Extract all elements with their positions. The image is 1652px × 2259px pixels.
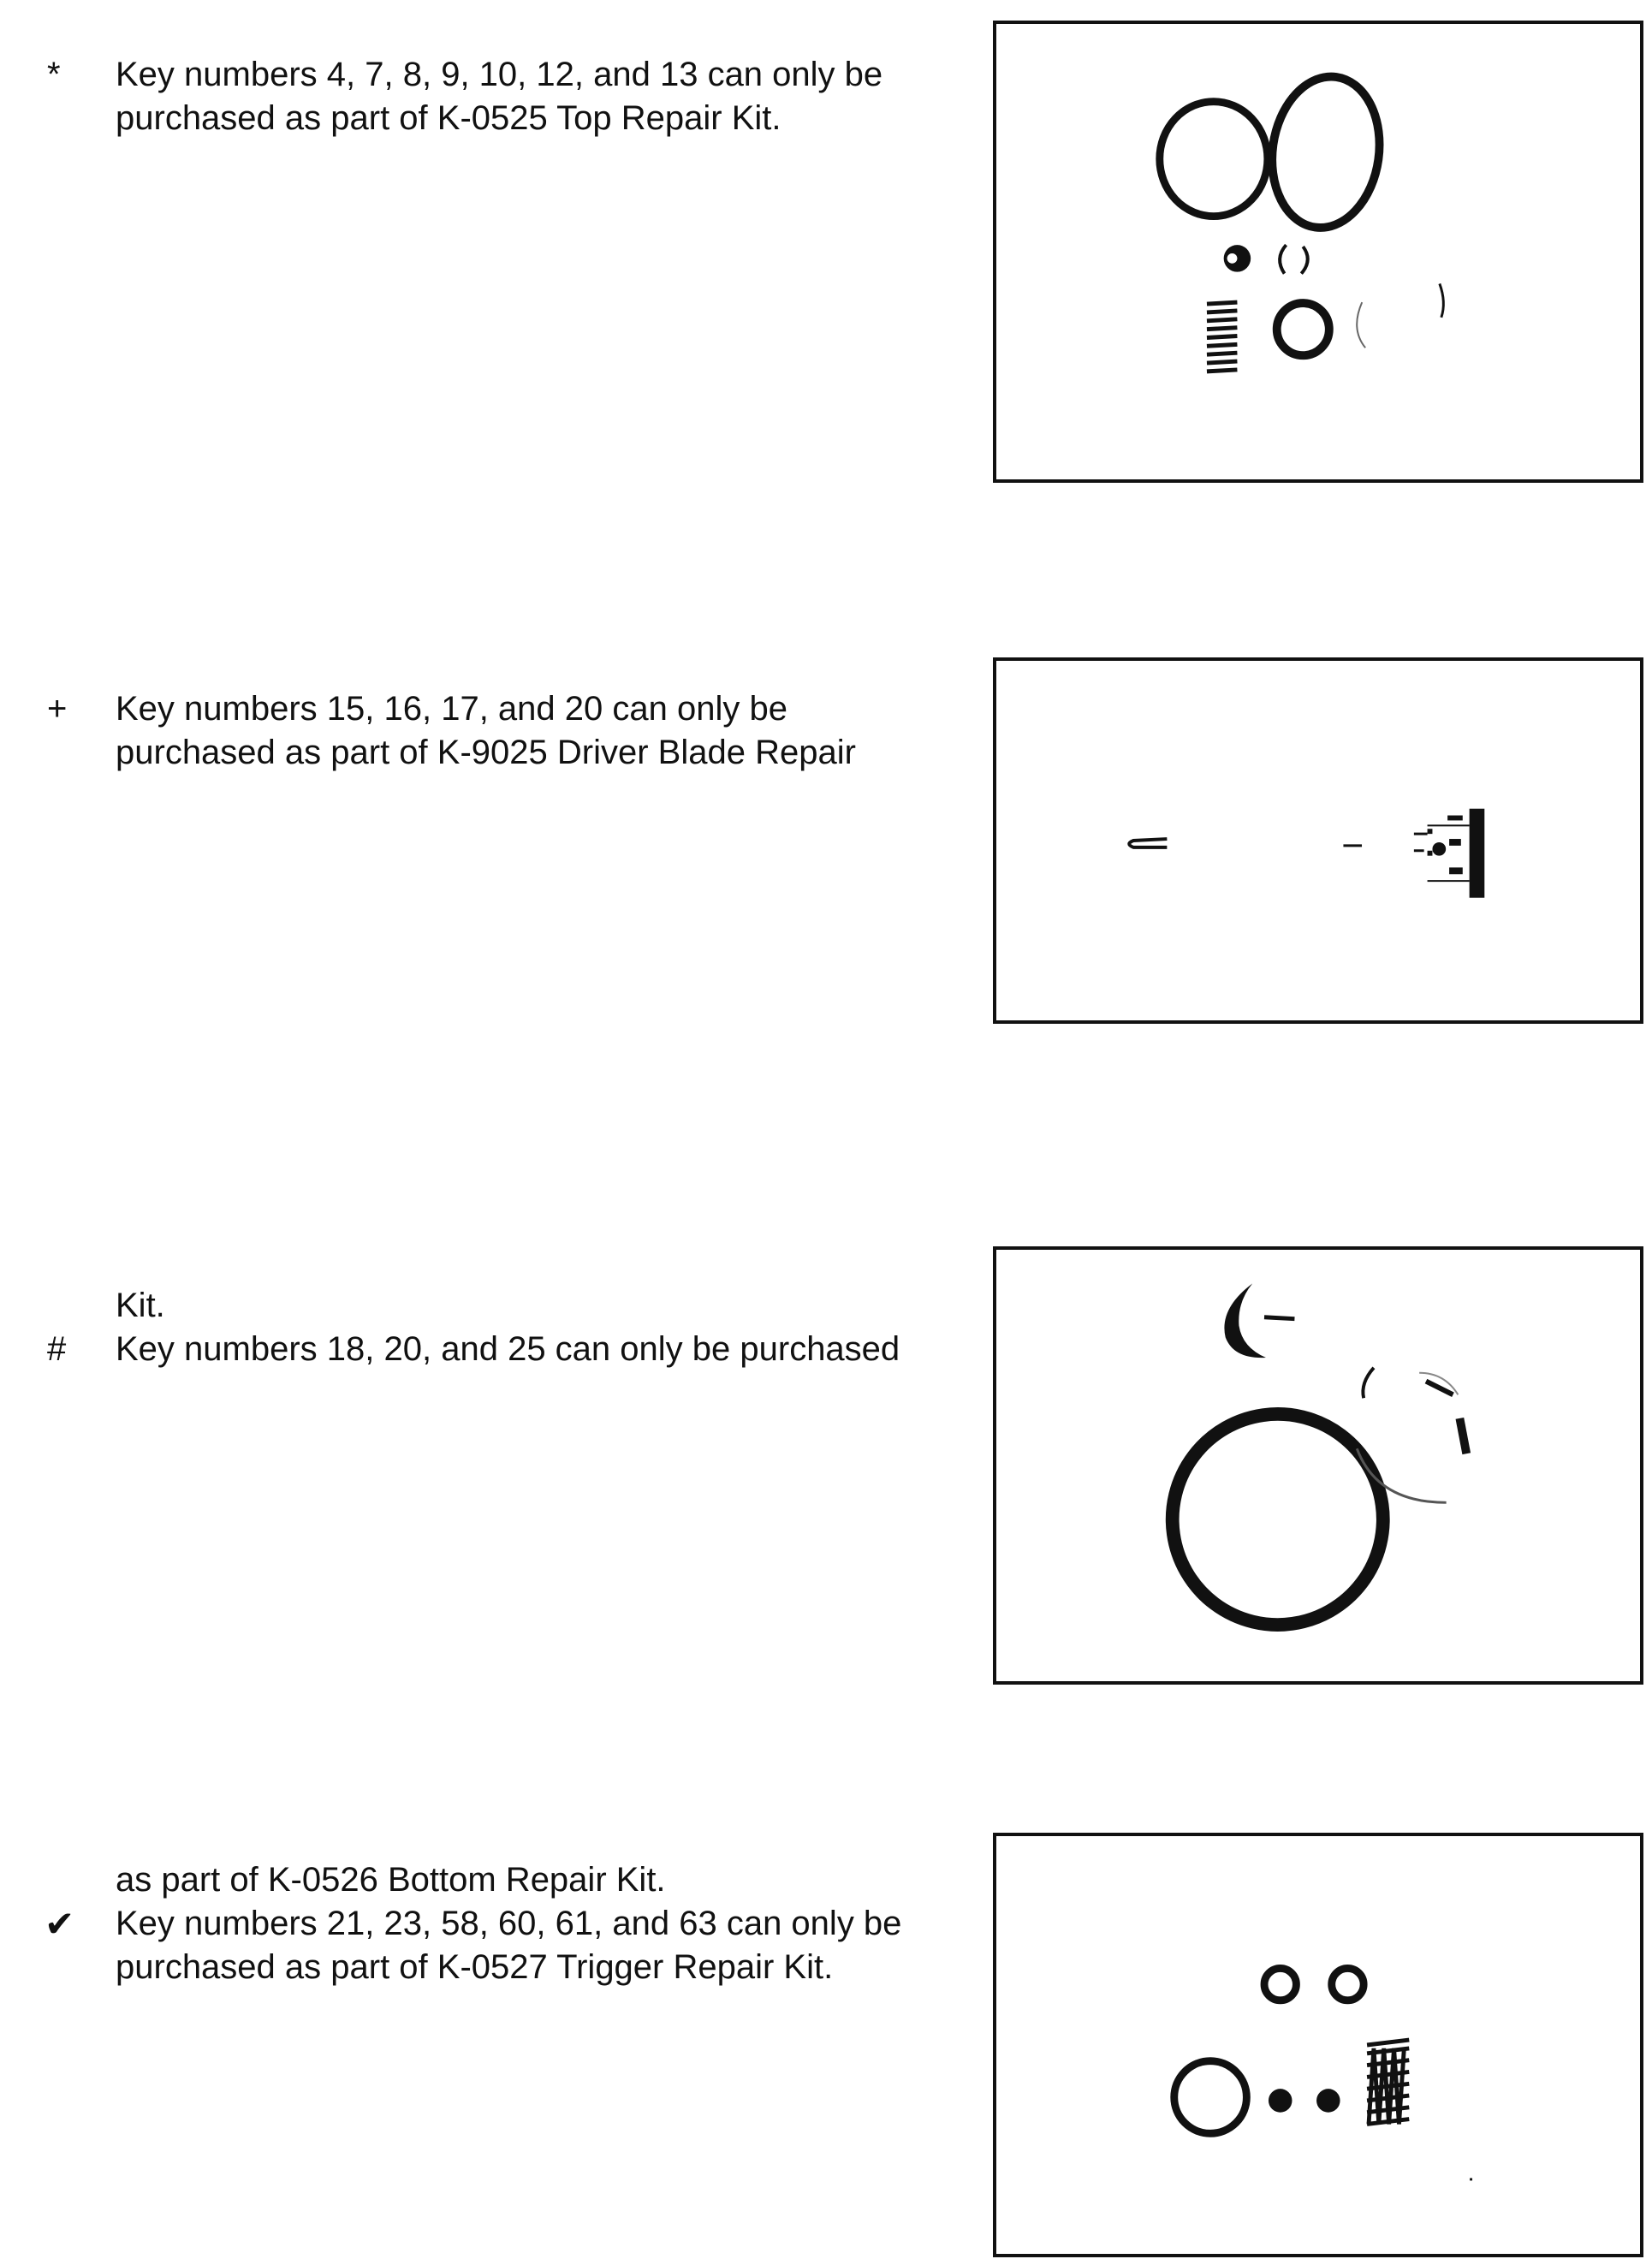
note-symbol: * [47, 56, 61, 93]
note-text: Kit. [116, 1287, 165, 1324]
note-top-repair-kit [0, 53, 959, 140]
checkmark-icon: ✔ [45, 1904, 75, 1944]
trigger-repair-kit-illustration [993, 1833, 1643, 2257]
note-text: Key numbers 15, 16, 17, and 20 can only be [116, 690, 787, 728]
note-bottom-repair-kit [0, 1284, 959, 1371]
note-line [0, 97, 959, 140]
note-line [0, 1858, 959, 1902]
note-line [0, 1284, 959, 1328]
note-text: as part of K-0526 Bottom Repair Kit. [116, 1861, 666, 1899]
top-repair-kit-parts-drawing [996, 24, 1640, 479]
note-line [0, 1946, 959, 1989]
note-line [0, 1902, 959, 1946]
note-text: purchased as part of K-9025 Driver Blade Repair [116, 734, 856, 771]
note-line [0, 53, 959, 97]
trigger-repair-kit-parts-drawing [996, 1836, 1640, 2254]
top-repair-kit-illustration [993, 21, 1643, 483]
note-text: Key numbers 21, 23, 58, 60, 61, and 63 can only be [116, 1905, 902, 1942]
note-text: purchased as part of K-0525 Top Repair Kit. [116, 99, 781, 137]
bottom-repair-kit-illustration [993, 1246, 1643, 1685]
note-text: Key numbers 18, 20, and 25 can only be purchased [116, 1330, 900, 1368]
bottom-repair-kit-parts-drawing [996, 1250, 1640, 1681]
note-text: purchased as part of K-0527 Trigger Repair Kit. [116, 1948, 834, 1986]
driver-blade-repair-kit-parts-drawing [996, 661, 1640, 1020]
note-driver-blade-repair-kit [0, 687, 959, 775]
note-line [0, 1328, 959, 1371]
note-line [0, 731, 959, 775]
note-text: Key numbers 4, 7, 8, 9, 10, 12, and 13 can only be [116, 56, 883, 93]
note-symbol: + [47, 690, 68, 728]
note-line [0, 687, 959, 731]
driver-blade-repair-kit-illustration [993, 657, 1643, 1024]
note-trigger-repair-kit [0, 1858, 959, 1989]
note-symbol: # [47, 1330, 67, 1368]
